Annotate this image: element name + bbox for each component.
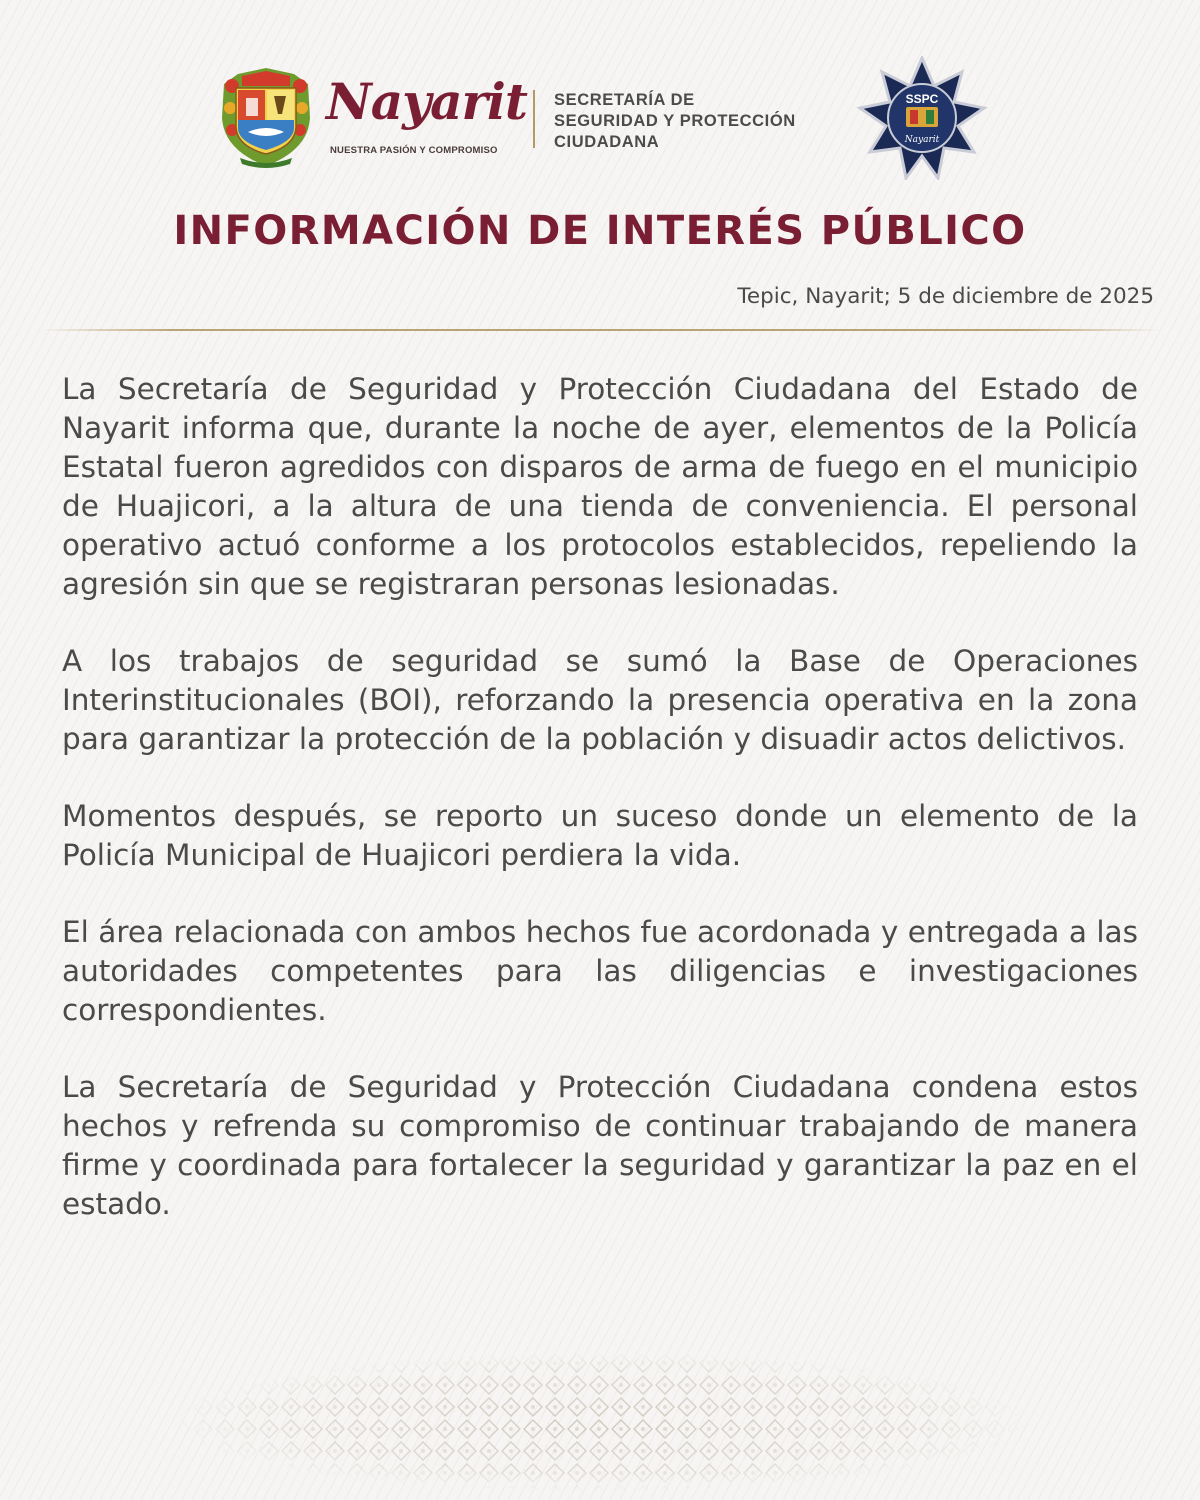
paragraph-3: Momentos después, se reporto un suceso donde un elemento de la Policía Municipal de Huajicori perdiera la vida. (62, 799, 1138, 872)
secretaria-line-3: CIUDADANA (554, 133, 660, 151)
secretaria-name (554, 90, 796, 153)
paragraph-1: La Secretaría de Seguridad y Protección Ciudadana del Estado de Nayarit informa que, durante la noche de ayer, elementos de la Policía Estatal fueron agredidos con disparos de arma de fuego en el municipio de Huajicori, a la altura de una tienda de conveniencia. El personal operativo actuó conforme a los protocolos establecidos, repeliendo la agresión sin que se registraran personas lesionadas. (62, 372, 1138, 601)
page-title: INFORMACIÓN DE INTERÉS PÚBLICO (173, 208, 1027, 254)
badge-subtext: Nayarit (904, 135, 940, 145)
badge-text: SSPC (905, 92, 939, 106)
header-rule (40, 329, 1160, 331)
brand-motto: NUESTRA PASIÓN Y COMPROMISO (330, 145, 498, 156)
coat-of-arms-icon (220, 68, 312, 168)
paragraph-2: A los trabajos de seguridad se sumó la Base de Operaciones Interinstitucionales (BOI), reforzando la presencia operativa en la zona para garantizar la protección de la población y disuadir actos delictivos. (62, 644, 1138, 756)
release-body (62, 370, 1138, 1262)
header-divider (533, 90, 535, 148)
brand-name: Nayarit (326, 72, 527, 131)
paragraph-5: La Secretaría de Seguridad y Protección Ciudadana condena estos hechos y refrenda su compromiso de continuar trabajando de manera firme y coordinada para fortalecer la seguridad y garantizar la paz en el estado. (62, 1070, 1138, 1221)
nayarit-logo (320, 72, 527, 162)
police-star-badge-icon (856, 56, 988, 180)
paragraph-4: El área relacionada con ambos hechos fue acordonada y entregada a las autoridades competentes para las diligencias e investigaciones correspondientes. (62, 915, 1138, 1027)
dateline: Tepic, Nayarit; 5 de diciembre de 2025 (737, 284, 1154, 309)
secretaria-line-2: SEGURIDAD Y PROTECCIÓN (554, 112, 796, 130)
decorative-pattern (170, 1352, 1030, 1492)
secretaria-line-1: SECRETARÍA DE (554, 91, 695, 109)
